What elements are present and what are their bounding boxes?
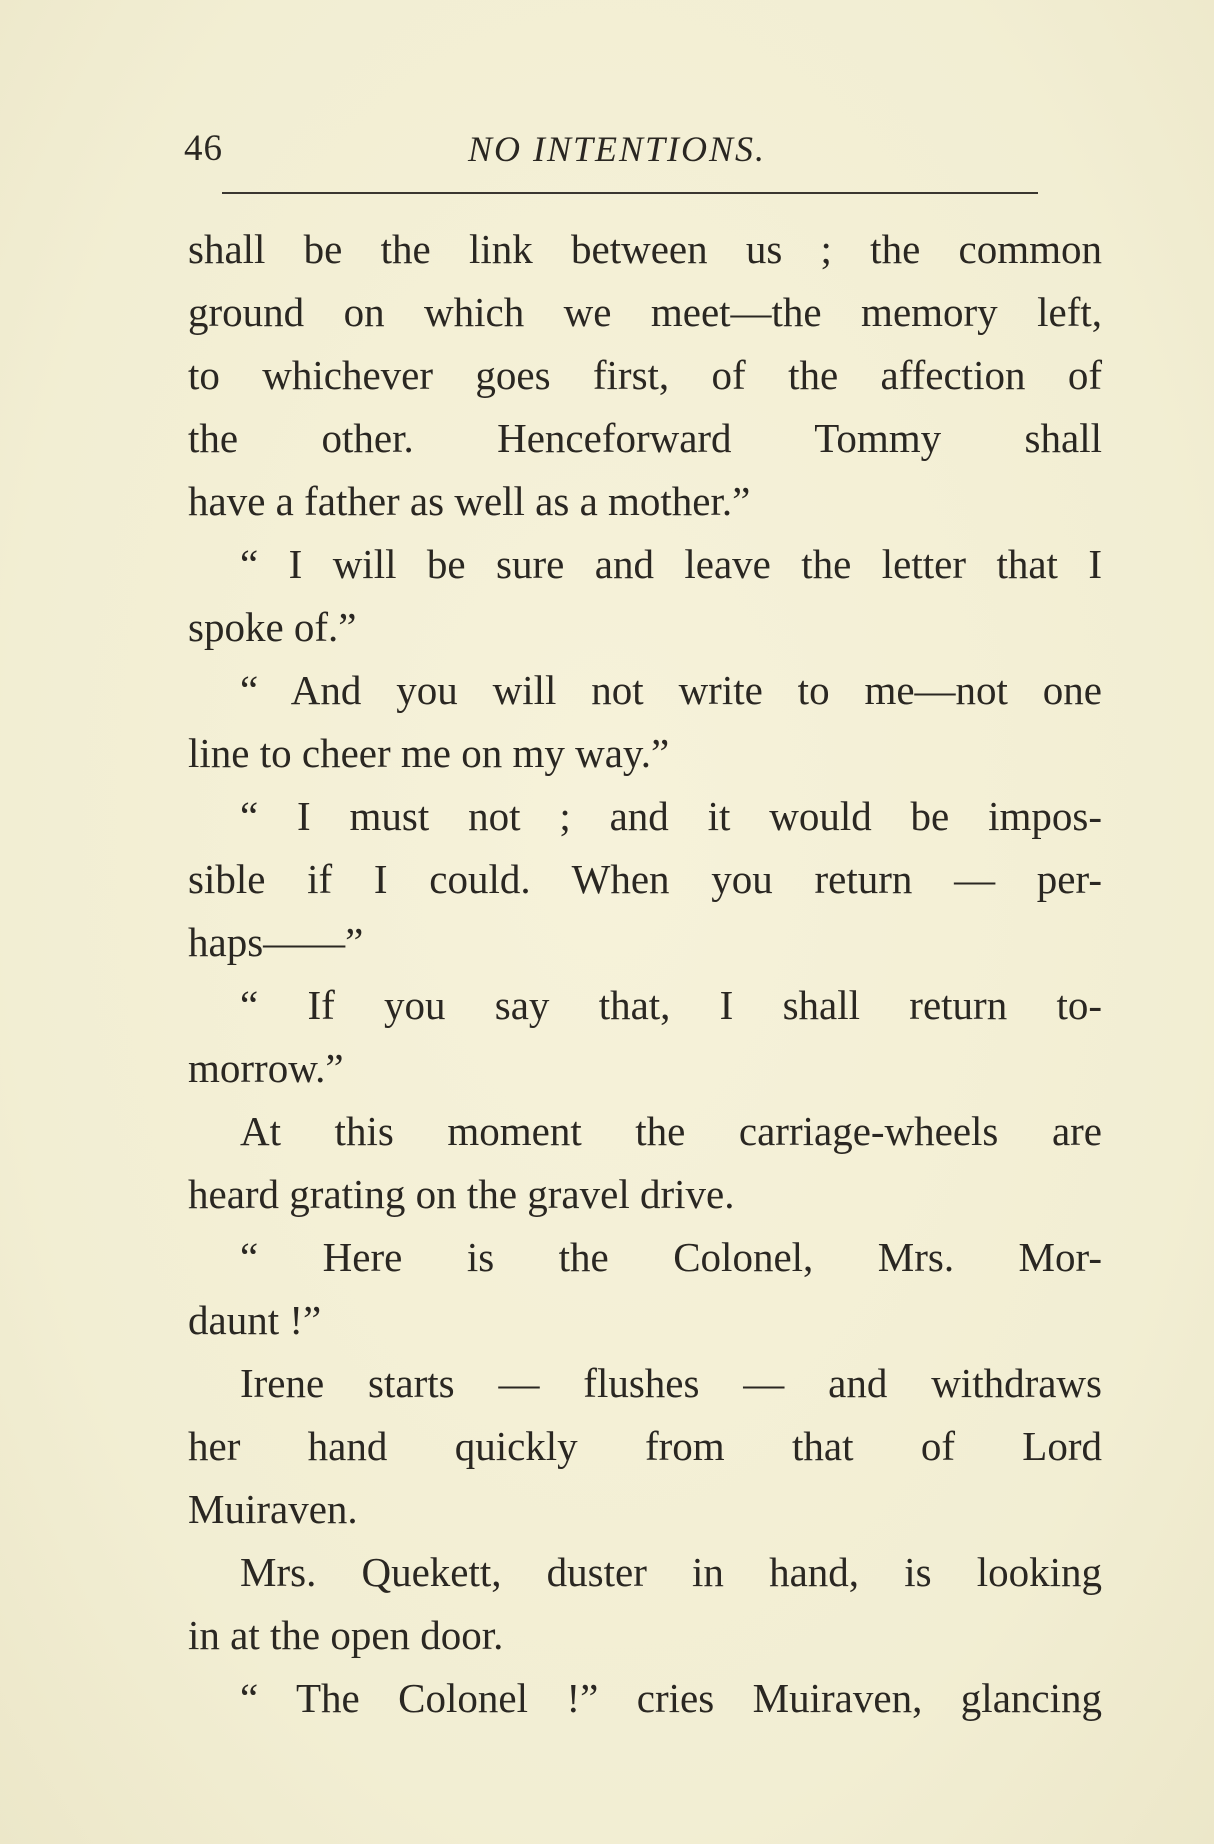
text-line: daunt !” xyxy=(188,1297,322,1343)
text-line: “ Here is the Colonel, Mrs. Mor- xyxy=(240,1234,1102,1280)
page-number: 46 xyxy=(184,128,223,169)
text-line: her hand quickly from that of Lord xyxy=(188,1423,1102,1469)
text-line: Muiraven. xyxy=(188,1486,358,1532)
text-line: the other. Henceforward Tommy shall xyxy=(188,415,1102,461)
text-line: “ The Colonel !” cries Muiraven, glancing xyxy=(240,1675,1102,1721)
text-line: Irene starts — flushes — and withdraws xyxy=(240,1360,1102,1406)
text-line: spoke of.” xyxy=(188,604,357,650)
text-line: ground on which we meet—the memory left, xyxy=(188,289,1102,335)
running-title: NO INTENTIONS. xyxy=(468,129,767,169)
text-line: “ I will be sure and leave the letter that I xyxy=(240,541,1102,587)
text-line: in at the open door. xyxy=(188,1612,504,1658)
page-header xyxy=(184,124,1040,174)
text-line: morrow.” xyxy=(188,1045,344,1091)
text-line: heard grating on the gravel drive. xyxy=(188,1171,735,1217)
text-line: At this moment the carriage-wheels are xyxy=(240,1108,1102,1154)
text-line: shall be the link between us ; the common xyxy=(188,226,1102,272)
text-line: line to cheer me on my way.” xyxy=(188,730,670,776)
text-line: “ I must not ; and it would be impos- xyxy=(240,793,1102,839)
text-line: have a father as well as a mother.” xyxy=(188,478,751,524)
header-rule xyxy=(222,192,1038,194)
text-line: “ And you will not write to me—not one xyxy=(240,667,1102,713)
body-text xyxy=(188,218,1102,1730)
text-line: sible if I could. When you return — per- xyxy=(188,856,1102,902)
text-line: “ If you say that, I shall return to- xyxy=(240,982,1102,1028)
text-line: haps——” xyxy=(188,919,364,965)
text-line: to whichever goes first, of the affection of xyxy=(188,352,1102,398)
text-line: Mrs. Quekett, duster in hand, is looking xyxy=(240,1549,1102,1595)
